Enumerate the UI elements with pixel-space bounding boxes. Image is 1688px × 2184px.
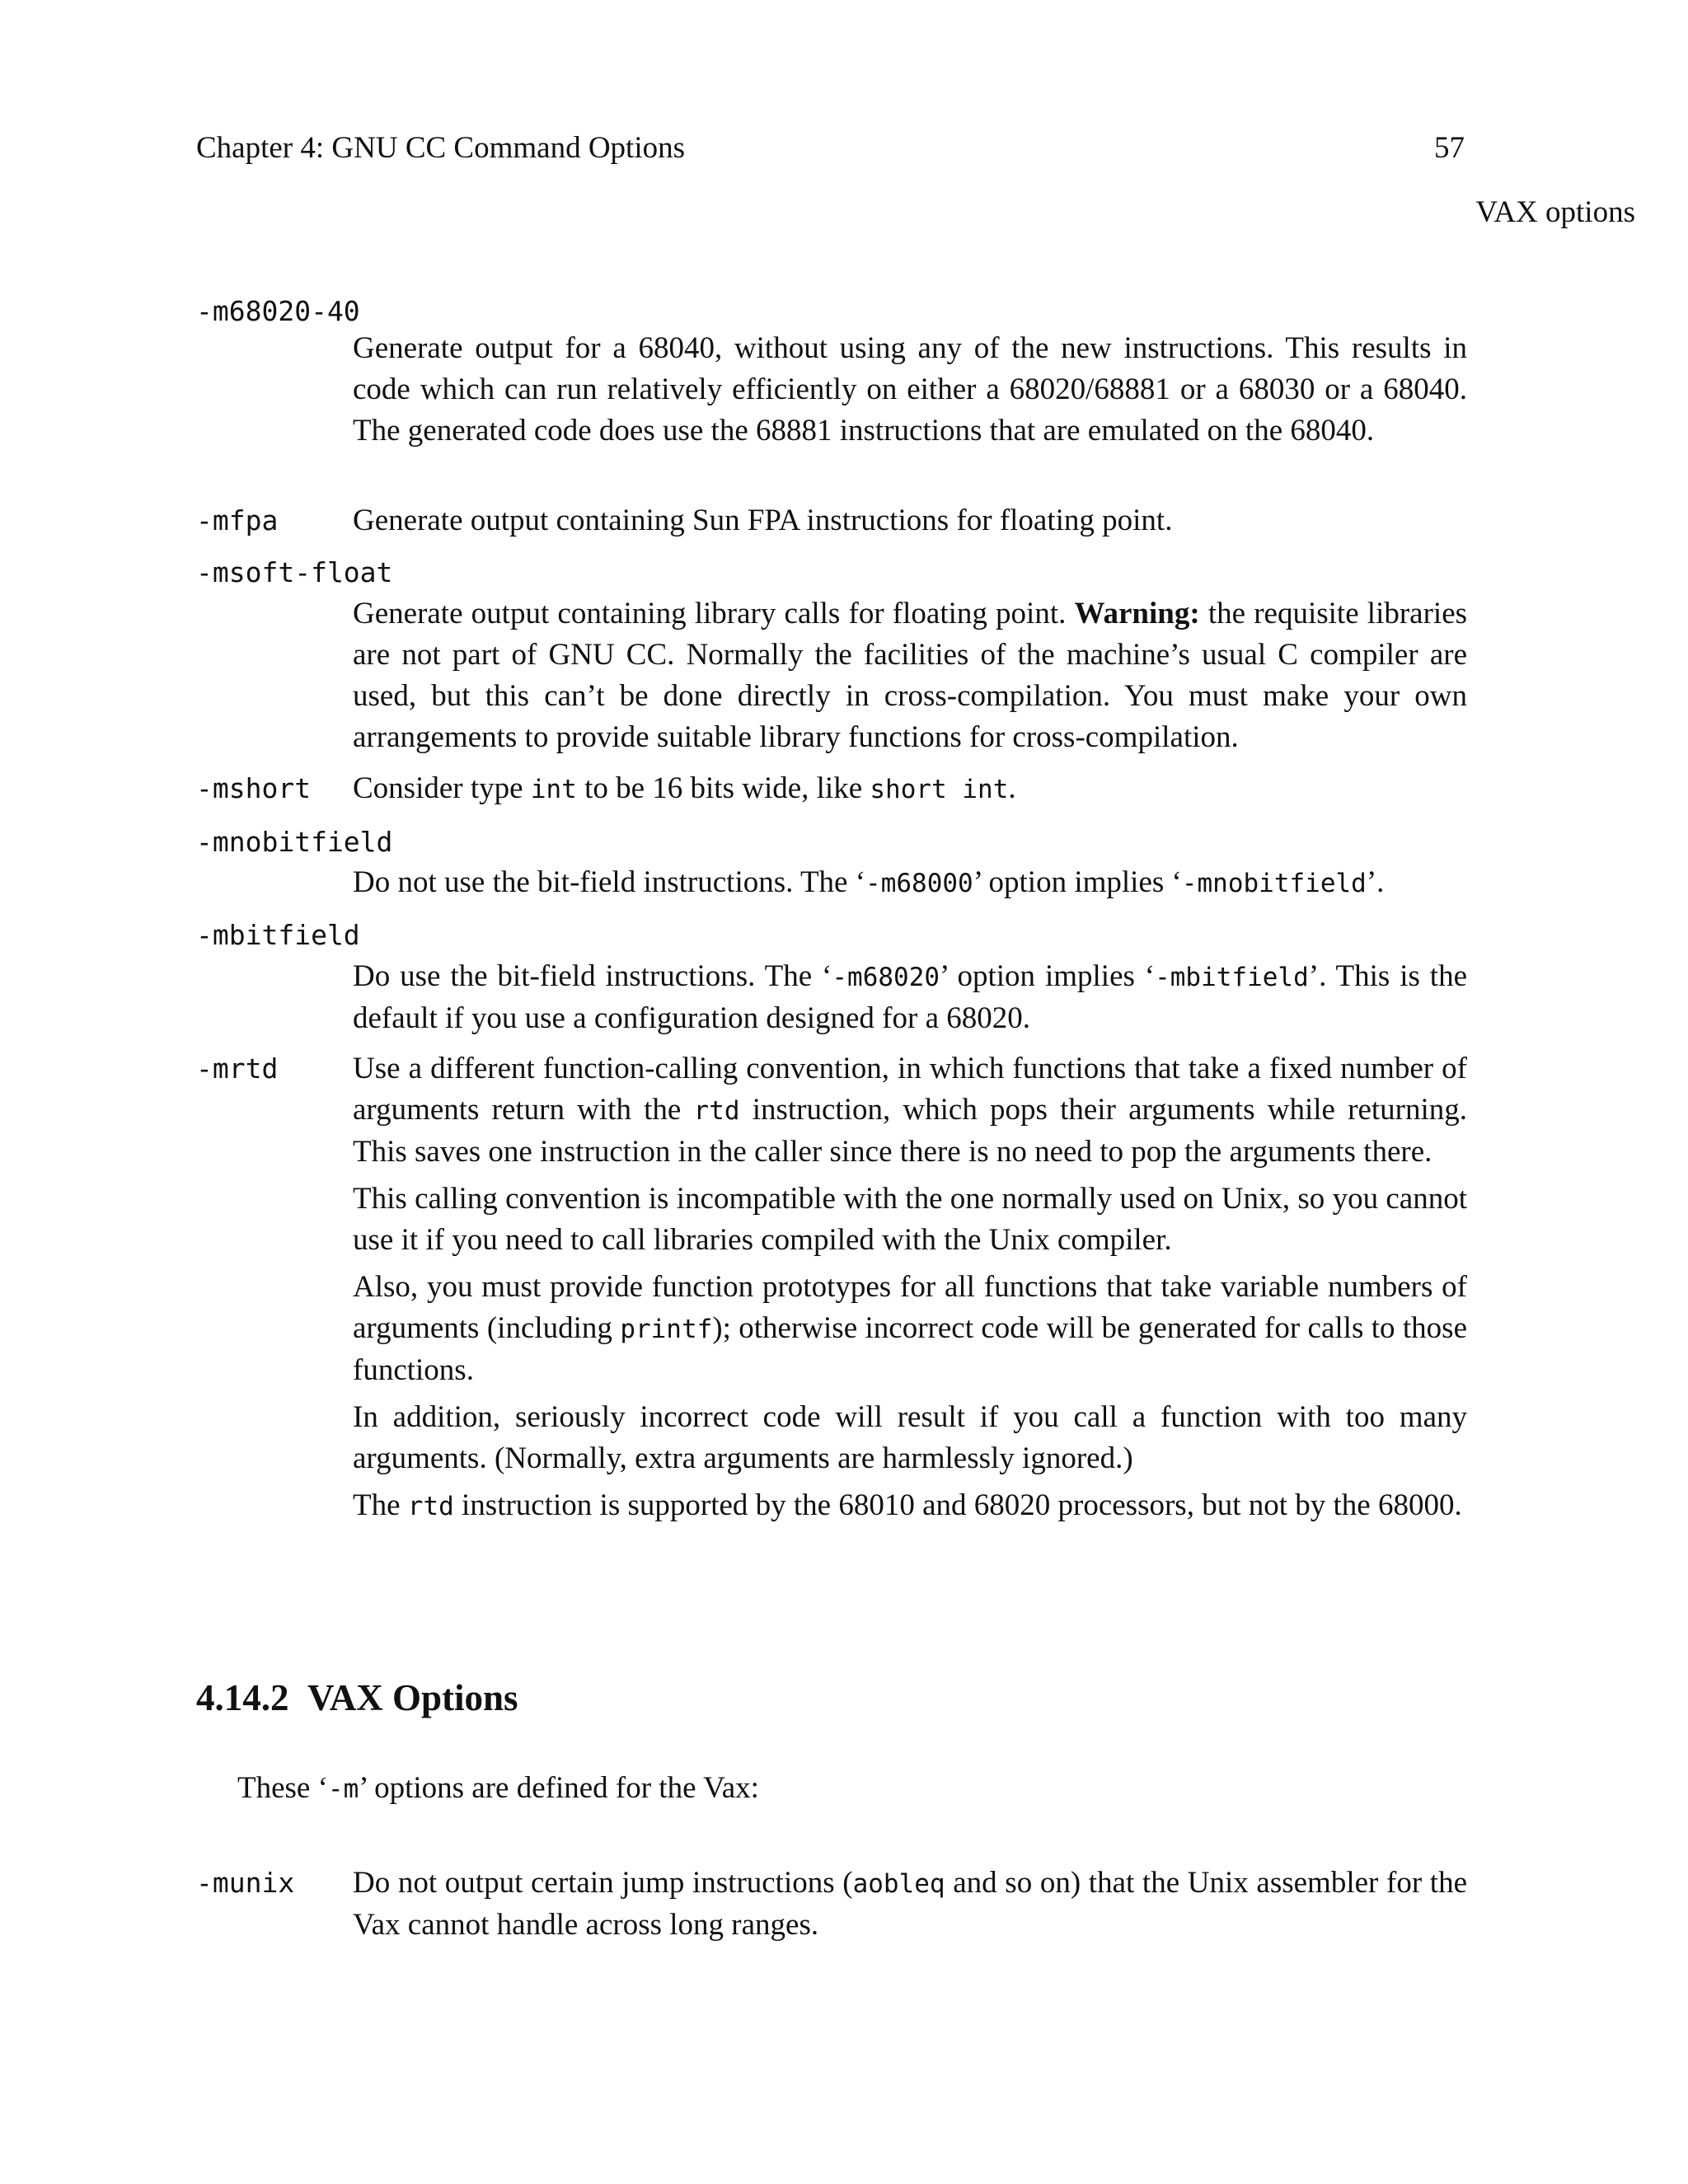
text: ’ options are defined for the Vax: — [359, 1771, 759, 1805]
description-paragraph — [353, 862, 1467, 904]
description-paragraph: In addition, seriously incorrect code will result if you call a function with too many arguments. (Normally, extra arguments are harmlessly ignored.) — [353, 1400, 1467, 1475]
text: ); otherwise incorrect code will be generated for calls to those functions. — [353, 1311, 1467, 1387]
section-intro — [237, 1768, 759, 1810]
code: int — [530, 775, 577, 804]
code: rtd — [693, 1096, 740, 1126]
text: Also, you must provide function prototypes for all functions that take variable numbers of arguments (including — [353, 1270, 1467, 1345]
option-mnobitfield-description — [353, 862, 1467, 910]
running-head — [0, 130, 1688, 180]
option-mshort: -mshort — [196, 772, 312, 804]
chapter-title: Chapter 4: GNU CC Command Options — [196, 131, 686, 165]
option-mfpa-description — [353, 500, 1467, 547]
option-mrtd-description — [353, 1048, 1467, 1533]
text: instruction is supported by the 68010 and 68020 processors, but not by the 68000. — [453, 1488, 1462, 1522]
code: rtd — [407, 1492, 454, 1521]
description-paragraph — [353, 1485, 1467, 1527]
text: The — [353, 1488, 408, 1522]
text: Use a different function-calling convention, in which functions that take a fixed number of arguments return with the — [353, 1052, 1467, 1127]
code: -m — [327, 1774, 359, 1804]
text: ’. This is the default if you use a configuration designed for a 68020. — [353, 959, 1467, 1035]
description-paragraph — [353, 1048, 1467, 1173]
text: These ‘ — [237, 1771, 328, 1805]
option-munix: -munix — [196, 1867, 295, 1899]
option-m68020-40: -m68020-40 — [196, 295, 360, 327]
text: ’ option implies ‘ — [940, 959, 1156, 993]
warning-label: Warning: — [1074, 597, 1200, 630]
code: -mnobitfield — [1181, 869, 1367, 898]
option-m68020-40-description — [353, 328, 1467, 457]
code: -m68020 — [832, 963, 940, 992]
section-title: VAX Options — [307, 1677, 518, 1718]
code: short int — [870, 775, 1009, 804]
text: ’ option implies ‘ — [973, 865, 1182, 899]
text: Do use the bit-field instructions. The ‘ — [353, 959, 832, 993]
code: -m68000 — [865, 869, 973, 898]
option-munix-description — [353, 1863, 1467, 1952]
text: Generate output containing library calls for floating point. — [353, 597, 1067, 630]
section-number: 4.14.2 — [196, 1677, 289, 1718]
option-mbitfield: -mbitfield — [196, 919, 360, 951]
option-mrtd: -mrtd — [196, 1052, 279, 1085]
description-paragraph — [353, 1267, 1467, 1391]
option-mnobitfield: -mnobitfield — [196, 826, 393, 858]
text: ’. — [1366, 865, 1385, 899]
description-paragraph: Generate output containing Sun FPA instructions for floating point. — [353, 504, 1173, 537]
page-number: 57 — [1434, 131, 1465, 165]
description-paragraph: This calling convention is incompatible with the one normally used on Unix, so you cannot use it if you need to call libraries compiled with the Unix compiler. — [353, 1182, 1467, 1257]
text: and so on) that the Unix assembler for the Vax cannot handle across long ranges. — [353, 1866, 1467, 1942]
text: . — [1008, 771, 1016, 805]
option-mshort-description — [353, 768, 1467, 816]
description-paragraph — [353, 768, 1467, 810]
option-mbitfield-description — [353, 956, 1467, 1045]
section-heading — [196, 1675, 518, 1721]
text: instruction, which pops their arguments while returning. This saves one instruction in the caller since there is no need to pop the arguments there. — [353, 1093, 1467, 1169]
code: -mbitfield — [1155, 963, 1309, 992]
section-tag: VAX options — [1475, 195, 1635, 229]
text: the requisite libraries are not part of GNU CC. Normally the facilities of the machine’s usual C compiler are used, but this can’t be done directly in cross-compilation. You must make your own arrangements to provide suitable library functions for cross-compilation. — [353, 597, 1468, 754]
text: Do not output certain jump instructions ( — [353, 1866, 853, 1900]
code: aobleq — [852, 1869, 945, 1899]
description-paragraph: Generate output for a 68040, without using any of the new instructions. This results in code which can run relatively efficiently on either a 68020/68881 or a 68030 or a 68040. The generated code does use the 68881 instructions that are emulated on the 68040. — [353, 331, 1467, 448]
description-paragraph — [353, 1863, 1467, 1946]
description-paragraph — [353, 956, 1467, 1039]
option-msoft-float: -msoft-float — [196, 556, 393, 588]
option-mfpa: -mfpa — [196, 504, 279, 537]
text: to be 16 bits wide, like — [576, 771, 870, 805]
text: Do not use the bit-field instructions. The ‘ — [353, 865, 866, 899]
description-paragraph — [353, 593, 1467, 758]
text: Consider type — [353, 771, 531, 805]
code: printf — [620, 1315, 713, 1344]
option-msoft-float-description — [353, 593, 1467, 764]
